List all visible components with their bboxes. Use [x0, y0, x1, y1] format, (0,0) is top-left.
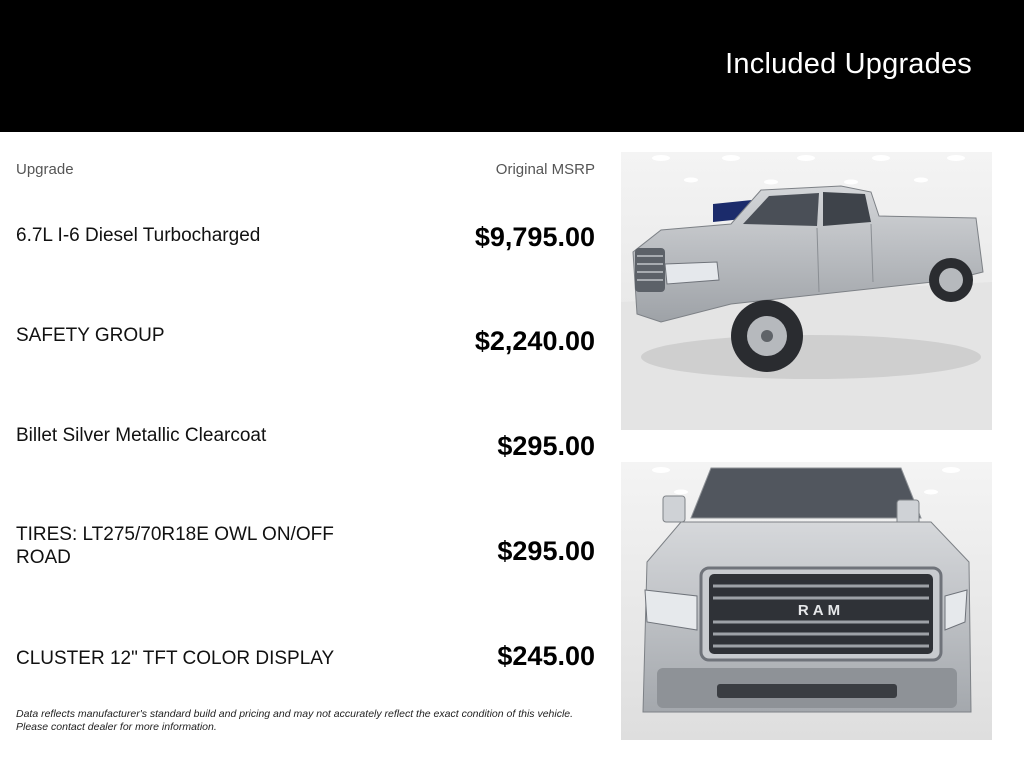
truck-side-photo: [621, 152, 992, 430]
disclaimer-text: [16, 708, 606, 733]
header-bar: [0, 0, 1024, 132]
truck-side-icon: [621, 152, 992, 430]
upgrade-price: $9,795.00: [474, 222, 595, 252]
upgrade-price: $2,240.00: [474, 326, 595, 356]
upgrade-name: TIRES: LT275/70R18E OWL ON/OFF ROAD: [16, 524, 334, 568]
upgrade-name: 6.7L I-6 Diesel Turbocharged: [16, 225, 261, 246]
upgrade-price: $295.00: [497, 431, 595, 461]
disclaimer-line: Data reflects manufacturer's standard build and pricing and may not accurately reflect the exact condition of this vehicle.: [16, 708, 574, 720]
upgrade-price: $295.00: [497, 536, 595, 566]
truck-front-photo: [621, 462, 992, 740]
upgrade-name: CLUSTER 12" TFT COLOR DISPLAY: [16, 648, 335, 669]
upgrade-name: Billet Silver Metallic Clearcoat: [16, 425, 267, 446]
column-header-msrp: Original MSRP: [495, 161, 595, 178]
page-title: Included Upgrades: [725, 48, 972, 80]
grille-badge: RAM: [797, 602, 845, 619]
disclaimer-line: Please contact dealer for more information.: [16, 720, 217, 733]
upgrade-name: SAFETY GROUP: [16, 325, 165, 346]
upgrade-price: $245.00: [497, 641, 595, 671]
truck-front-icon: [621, 462, 992, 740]
column-header-upgrade: Upgrade: [16, 161, 74, 178]
